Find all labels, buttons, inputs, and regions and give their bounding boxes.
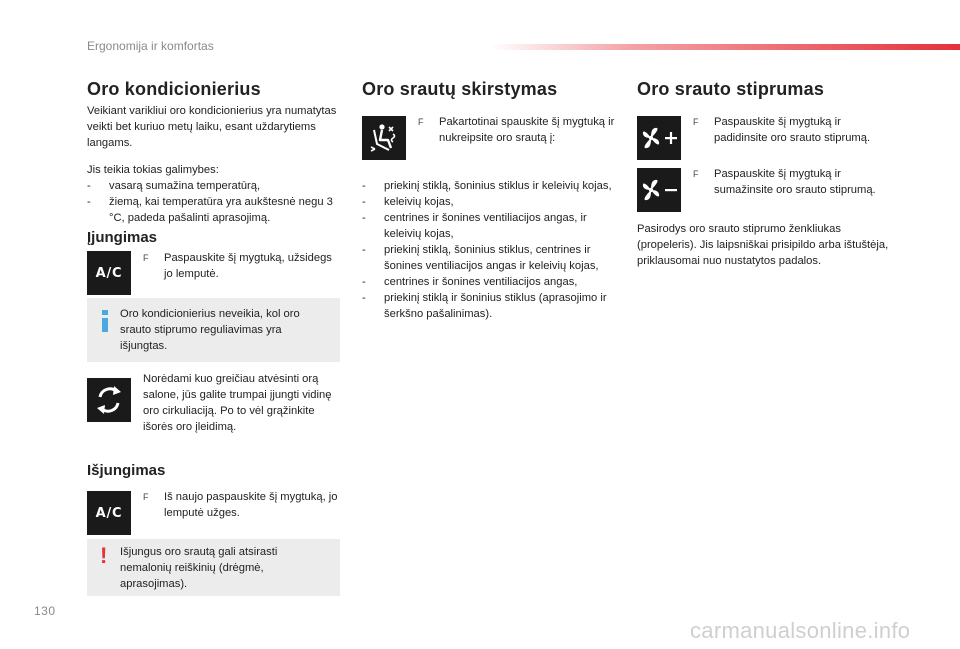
on-title: Įjungimas (87, 229, 158, 246)
ac-button[interactable] (87, 251, 131, 295)
ac-options-intro: Jis teikia tokias galimybes: (87, 164, 219, 176)
ac-options-list (87, 178, 342, 226)
info-icon (101, 310, 109, 332)
distribution-title: Oro srautų skirstymas (362, 79, 558, 99)
recirculation-button[interactable] (87, 378, 131, 422)
ac-off-step: F Iš naujo paspauskite šį mygtuką, jo lemputė užges. (143, 491, 338, 519)
list-item: - priekinį stiklą, šoninius stiklus ir keleivių kojas, (362, 178, 620, 194)
fan-decrease-step: F Paspauskite šį mygtuką ir sumažinsite oro srauto stiprumą. (693, 168, 876, 196)
list-item: - priekinį stiklą, šoninius stiklus, centrines ir šonines ventiliacijos angas ir keleivių kojas, (362, 242, 620, 274)
list-item: - centrines ir šonines ventiliacijos angas, ir keleivių kojas, (362, 210, 620, 242)
header-accent-bar (490, 44, 960, 50)
fan-increase-button[interactable] (637, 116, 681, 160)
list-item: - žiemą, kai temperatūra yra aukštesnė negu 3 °C, padeda pašalinti aprasojimą. (87, 194, 342, 226)
distribution-list (362, 178, 620, 322)
step-marker-icon: F (143, 492, 149, 502)
off-title: Išjungimas (87, 462, 166, 479)
ac-button-label: A/C (95, 265, 123, 281)
fan-plus-icon (639, 123, 679, 153)
step-marker-icon: F (693, 117, 699, 127)
distribution-step: F Pakartotinai spauskite šį mygtuką ir nukreipsite oro srautą į: (418, 116, 615, 144)
ac-off-button[interactable] (87, 491, 131, 535)
section-header: Ergonomija ir komfortas (87, 39, 214, 53)
ac-on-step: F Paspauskite šį mygtuką, užsidegs jo lemputė. (143, 252, 332, 280)
fan-increase-step: F Paspauskite šį mygtuką ir padidinsite oro srauto stiprumą. (693, 116, 871, 144)
air-distribution-button[interactable] (362, 116, 406, 160)
recirculation-text: Norėdami kuo greičiau atvėsinti orą salone, jūs galite trumpai įjungti vidinę oro cirkuliaciją. Po to vėl grąžinkite išorės oro įleidimą. (143, 373, 332, 433)
ac-title: Oro kondicionierius (87, 79, 261, 99)
warning-icon: ! (100, 543, 108, 568)
step-marker-icon: F (143, 253, 149, 263)
ac-intro: Veikiant varikliui oro kondicionierius yra numatytas veikti bet kuriuo metų laiku, esant uždarytiems langams. (87, 105, 337, 149)
page-number: 130 (34, 604, 56, 618)
list-item: - vasarą sumažina temperatūrą, (87, 178, 342, 194)
watermark: carmanualsonline.info (690, 618, 911, 643)
airflow-title: Oro srauto stiprumas (637, 79, 825, 99)
warning-note: ! Išjungus oro srautą gali atsirasti nemalonių reiškinių (drėgmė, aprasojimas). (87, 539, 340, 596)
air-distribution-icon (367, 121, 401, 155)
list-item: - priekinį stiklą ir šoninius stiklus (aprasojimo ir šerkšno pašalinimas). (362, 290, 620, 322)
ac-button-label: A/C (95, 505, 123, 521)
airflow-note: Pasirodys oro srauto stiprumo ženkliukas (propeleris). Jis laipsniškai prisipildo arba ištuštėja, priklausomai nuo nustatytos padalos. (637, 223, 889, 267)
list-item: - centrines ir šonines ventiliacijos angas, (362, 274, 620, 290)
step-marker-icon: F (693, 169, 699, 179)
recirculation-icon (92, 383, 126, 417)
step-marker-icon: F (418, 117, 424, 127)
info-note: Oro kondicionierius neveikia, kol oro srauto stiprumo reguliavimas yra išjungtas. (87, 298, 340, 362)
list-item: - keleivių kojas, (362, 194, 620, 210)
fan-decrease-button[interactable] (637, 168, 681, 212)
fan-minus-icon (639, 175, 679, 205)
